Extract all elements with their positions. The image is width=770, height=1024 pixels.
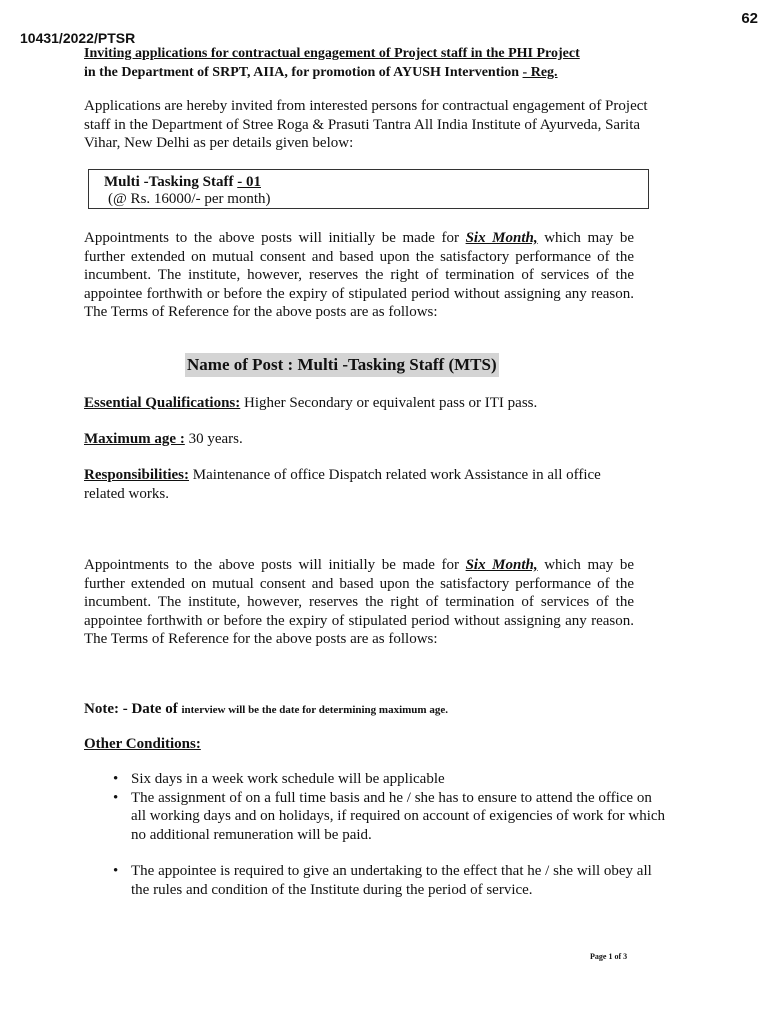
post-heading: Name of Post : Multi -Tasking Staff (MTS) bbox=[185, 353, 499, 377]
document-title bbox=[84, 44, 684, 82]
appointment-duration: Six Month, bbox=[465, 230, 538, 246]
appointment-duration: Six Month, bbox=[465, 557, 538, 573]
note-text: interview will be the date for determining maximum age. bbox=[181, 704, 448, 716]
post-box-count: - 01 bbox=[237, 174, 261, 190]
note-label: Note: - Date of bbox=[84, 701, 182, 717]
appointment-text-before: Appointments to the above posts will initially be made for bbox=[84, 557, 466, 573]
qualifications-value: Higher Secondary or equivalent pass or ITI pass. bbox=[240, 395, 538, 411]
post-summary-box bbox=[88, 169, 649, 209]
title-line-1: Inviting applications for contractual engagement of Project staff in the PHI Project bbox=[84, 46, 580, 61]
condition-item: • The appointee is required to give an undertaking to the effect that he / she will obey all the rules and condition of the Institute during the period of service. bbox=[113, 862, 668, 899]
other-conditions-heading: Other Conditions: bbox=[84, 736, 201, 752]
appointment-text-after: which may be further extended on mutual consent and based upon the satisfactory performance of the incumbent. The institute, however, reserves the right of termination of services of the appointee forthwith or before the expiry of stipulated period without assigning any reason. The Terms of Reference for the above posts are as follows: bbox=[84, 230, 635, 321]
appointment-paragraph-2 bbox=[84, 556, 634, 649]
appointment-text-before: Appointments to the above posts will initially be made for bbox=[84, 230, 466, 246]
maximum-age bbox=[84, 430, 684, 449]
page-footer: Page 1 of 3 bbox=[590, 952, 628, 961]
title-line-2-main: in the Department of SRPT, AIIA, for promotion of AYUSH Intervention bbox=[84, 65, 523, 80]
title-line-2 bbox=[84, 63, 684, 82]
post-box-salary: (@ Rs. 16000/- per month) bbox=[108, 191, 271, 207]
responsibilities bbox=[84, 466, 644, 503]
page-number: 62 bbox=[741, 10, 758, 27]
intro-paragraph: Applications are hereby invited from interested persons for contractual engagement of Project staff in the Department of Stree Roga & Prasuti Tantra All India Institute of Ayurveda, Sarita Vihar, New Delhi as per details given below: bbox=[84, 98, 648, 152]
max-age-value: 30 years. bbox=[184, 431, 243, 447]
condition-item: • The assignment of on a full time basis and he / she has to ensure to attend the office on all working days and on holidays, if required on account of exigencies of work for which no additional remuneration will be paid. bbox=[113, 789, 668, 845]
responsibilities-value: Maintenance of office Dispatch related work Assistance in all office related works. bbox=[84, 467, 601, 502]
reference-number: 10431/2022/PTSR bbox=[20, 30, 136, 46]
max-age-label: Maximum age : bbox=[84, 431, 185, 447]
title-reg: - Reg. bbox=[522, 65, 558, 80]
responsibilities-label: Responsibilities: bbox=[84, 467, 190, 483]
other-conditions-list bbox=[113, 770, 668, 900]
note bbox=[84, 700, 704, 719]
appointment-paragraph-1 bbox=[84, 229, 634, 322]
post-box-title: Multi -Tasking Staff bbox=[104, 174, 238, 190]
appointment-text-after: which may be further extended on mutual consent and based upon the satisfactory performance of the incumbent. The institute, however, reserves the right of termination of services of the appointee forthwith or before the expiry of stipulated period without assigning any reason. The Terms of Reference for the above posts are as follows: bbox=[84, 557, 635, 648]
qualifications-label: Essential Qualifications: bbox=[84, 395, 241, 411]
condition-item: • Six days in a week work schedule will be applicable bbox=[113, 770, 668, 789]
essential-qualifications bbox=[84, 394, 684, 413]
